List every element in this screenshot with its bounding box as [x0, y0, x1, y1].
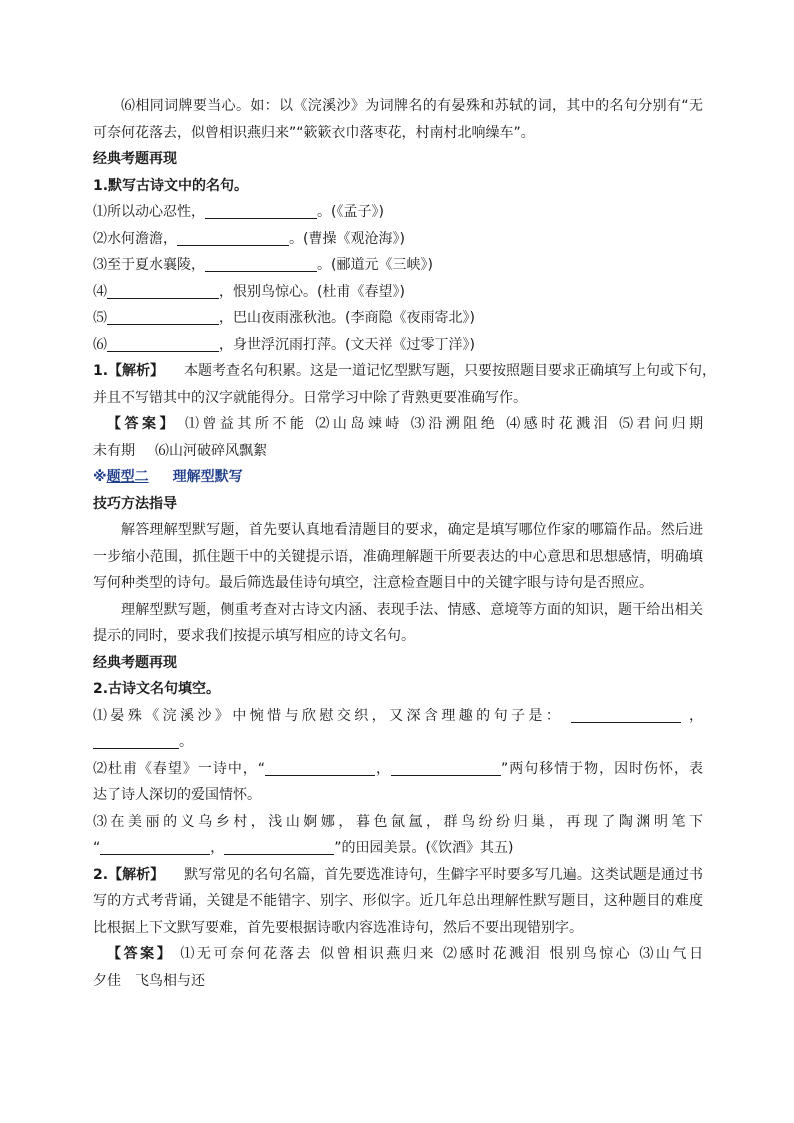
intro-line-1: ⑹相同词牌要当心。如：以《浣溪沙》为词牌名的有晏殊和苏轼的词，其中的名句分别有“无	[121, 98, 703, 114]
paragraph-line: 一步缩小范围，抓住题干中的关键提示语，准确理解题干所要表达的中心意思和思想感情，明确填	[93, 548, 703, 565]
question-line	[93, 756, 703, 783]
type-title: 理解型默写	[172, 469, 243, 485]
analysis-label: 2.【解析】	[93, 866, 165, 883]
blank-line[interactable]	[93, 733, 179, 749]
question-line	[93, 729, 703, 756]
type-label: 题型二	[106, 469, 149, 485]
blank-line[interactable]	[391, 760, 501, 776]
section-heading: 经典考题再现	[93, 151, 177, 167]
answer-item: 恨别鸟惊心	[549, 946, 633, 962]
punctuation: ，	[210, 840, 225, 856]
answer-line-1	[93, 941, 703, 968]
question-line	[93, 835, 703, 862]
answer-line-1	[93, 411, 703, 438]
answer-item: ⑶沿溯阻绝	[410, 416, 499, 432]
blank-line[interactable]	[177, 230, 289, 246]
answer-text: ⑹山河破碎风飘絮	[155, 442, 267, 459]
paragraph-line: 解答理解型默写题，首先要认真地看清题目的要求，确定是填写哪位作家的哪篇作品。然后进	[121, 522, 703, 538]
method-heading: 技巧方法指导	[93, 495, 177, 512]
fill-suffix: ，身世浮沉雨打萍。(文天祥《过零丁洋》)	[219, 336, 475, 353]
punctuation: 。	[179, 734, 193, 750]
answer-item: ⑷感时花溅泪	[506, 416, 612, 432]
answer-item: 似曾相识燕归来	[319, 946, 436, 962]
question-line: ⑶在美丽的义乌乡村，浅山婀娜，暮色氤氲，群鸟纷纷归巢，再现了陶渊明笔下	[93, 813, 703, 830]
punctuation: ，	[375, 760, 391, 777]
fill-prefix: ⑶至于夏水襄陵，	[93, 257, 205, 273]
punctuation: ，	[689, 707, 704, 724]
document-page	[93, 93, 717, 994]
analysis-line-2: 并且不写错其中的汉字就能得分。日常学习中除了背熟更要准确写作。	[93, 389, 527, 406]
blank-line[interactable]	[205, 203, 317, 219]
fill-prefix: ⑹	[93, 336, 107, 353]
fill-item-3	[93, 252, 703, 279]
answer-label: 【答案】	[107, 946, 174, 962]
blank-line[interactable]	[265, 760, 375, 776]
blank-line[interactable]	[100, 839, 210, 855]
answer-item: ⑶山气日	[639, 946, 704, 962]
analysis-label: 1.【解析】	[93, 363, 165, 379]
answer-item: ⑵山岛竦峙	[315, 416, 403, 432]
punctuation: “	[93, 840, 101, 856]
paragraph-line: 写何种类型的诗句。最后筛选最佳诗句填空，注意检查题目中的关键字眼与诗句是否照应。	[93, 575, 653, 591]
blank-line[interactable]	[107, 283, 219, 299]
fill-item-4	[93, 279, 703, 306]
fill-prefix: ⑸	[93, 310, 107, 326]
blank-line[interactable]	[107, 309, 219, 325]
paragraph-line: 理解型默写题，侧重考查对古诗文内涵、表现手法、情感、意境等方面的知识，题干给出相关	[121, 601, 703, 618]
answer-line-2	[93, 438, 703, 465]
answer-text: 未有期	[93, 442, 135, 459]
blank-line[interactable]	[571, 707, 681, 723]
fill-suffix: 。(曹操《观沧海》)	[289, 230, 405, 247]
blank-line[interactable]	[107, 336, 219, 352]
fill-item-1	[93, 199, 703, 226]
question-title: 1.默写古诗文中的名句。	[93, 177, 249, 194]
fill-suffix: ，恨别鸟惊心。(杜甫《春望》)	[219, 283, 405, 300]
section-heading: 经典考题再现	[93, 654, 177, 671]
question-text: ⑴晏殊《浣溪沙》中惋惜与欣慰交织，又深含理趣的句子是：	[93, 707, 564, 724]
fill-item-2	[93, 226, 703, 253]
analysis-text: 默写常见的名句名篇，首先要选准诗句，生僻字平时要多写几遍。这类试题是通过书	[184, 866, 703, 883]
answer-item: ⑸君问归期	[619, 416, 704, 432]
analysis-line-1	[93, 862, 703, 889]
fill-prefix: ⑷	[93, 283, 107, 300]
blank-line[interactable]	[205, 256, 317, 272]
fill-suffix: 。(《孟子》)	[317, 204, 384, 220]
analysis-line: 写的方式考背诵，关键是不能错字、别字、形似字。近几年总出理解性默写题目，这种题目的难度	[93, 893, 703, 909]
question-text: ”两句移情于物，因时伤怀，表	[501, 760, 703, 777]
question-text: ⑵杜甫《春望》一诗中，“	[93, 760, 266, 777]
intro-line-2: 可奈何花落去，似曾相识燕归来”“簌簌衣巾落枣花，村南村北响缲车”。	[93, 124, 535, 141]
analysis-text: 本题考查名句积累。这是一道记忆型默写题，只要按照题目要求正确填写上句或下句，	[184, 363, 717, 379]
reference-mark: ※	[93, 469, 107, 485]
analysis-line: 比根据上下文默写要难，首先要根据诗歌内容选准诗句，然后不要出现错别字。	[93, 919, 583, 936]
fill-item-6	[93, 332, 703, 359]
fill-prefix: ⑴所以动心忍性，	[93, 204, 205, 220]
fill-suffix: ，巴山夜雨涨秋池。(李商隐《夜雨寄北》)	[219, 310, 475, 326]
fill-prefix: ⑵水何澹澹，	[93, 230, 177, 247]
blank-line[interactable]	[224, 839, 334, 855]
answer-item: ⑴无可奈何花落去	[180, 946, 313, 962]
question-line: 达了诗人深切的爱国情怀。	[93, 787, 261, 803]
question-line	[93, 703, 703, 730]
analysis-line-1	[93, 358, 717, 385]
answer-item: ⑵感时花溅泪	[442, 946, 543, 962]
fill-item-5	[93, 305, 703, 332]
type-heading	[93, 464, 703, 491]
question-title: 2.古诗文名句填空。	[93, 681, 221, 697]
question-text: ”的田园美景。(《饮酒》其五)	[334, 840, 514, 856]
answer-line-2: 夕佳 飞鸟相与还	[93, 972, 205, 989]
answer-label: 【答案】	[107, 416, 177, 432]
answer-item: ⑴曾益其所不能	[184, 416, 308, 432]
paragraph-line: 提示的同时，要求我们按提示填写相应的诗文名句。	[93, 628, 415, 644]
fill-suffix: 。(郦道元《三峡》)	[317, 257, 433, 273]
